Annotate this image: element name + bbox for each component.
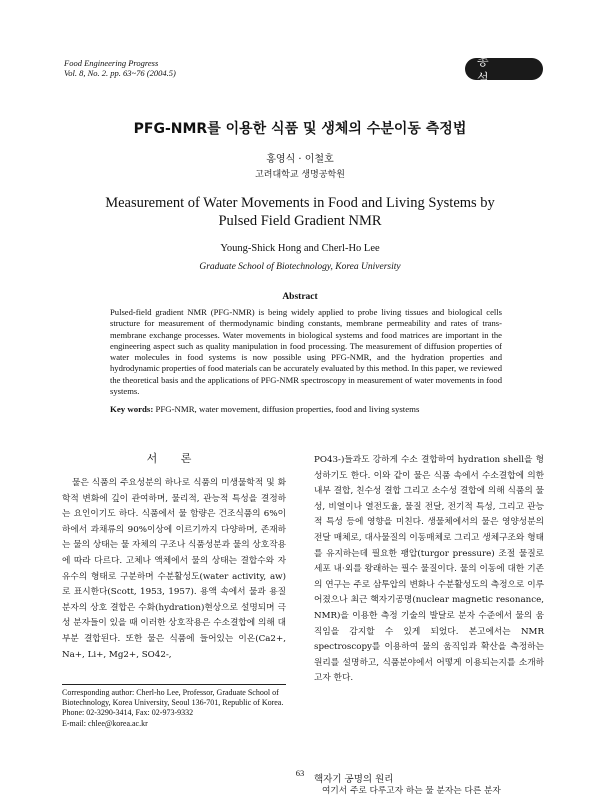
journal-name: Food Engineering Progress — [64, 58, 159, 68]
english-authors: Young-Shick Hong and Cherl-Ho Lee — [220, 243, 380, 254]
korean-title: PFG-NMR를 이용한 식품 및 생체의 수분이동 측정법 — [133, 121, 467, 137]
footnote-email: E-mail: chlee@korea.ac.kr — [62, 718, 148, 728]
english-title-line1: Measurement of Water Movements in Food and Living Systems by — [105, 195, 495, 211]
introduction-paragraph-continued: PO43-)들과도 강하게 수소 결합하여 hydration shell을 형성하기도 한다. 이와 같이 물은 식품 속에서 수소결합에 의한 내부 결합, 친수성 결합 그리고 소수성 결합에 의해 식품의 물성, 비열이나 열전도율, 물질 전달, 전기적 특성, 그리고 관능적 특성 등에 영향을 미친다. 생물체에서의 물은 영양성분의 전달 매체로, 대사물질의 이동매체로 그리고 생체구조와 형태를 유지하는데 필요한 팽압(turgor pressure) 조절 물질로 세포 내·외를 왕래하는 필수 물질이다. 물의 이동에 대한 기존의 연구는 주로 삼투압의 변화나 수분활성도의 측정으로 이루어졌으나 최근 핵자기공명(nuclear magnetic resonance, NMR)을 이용한 측정 기술의 발달로 분자 수준에서 물의 움직임을 감지할 수 있게 되었다. 본고에서는 NMR spectroscopy를 이용하여 물의 움직임과 확산을 측정하는 원리를 설명하고, 식품분야에서 어떻게 이용되는지를 소개하고자 한다. — [314, 455, 544, 684]
footnote-divider — [62, 684, 286, 685]
keywords-list: PFG-NMR, water movement, diffusion properties, food and living systems — [155, 404, 420, 414]
journal-volume: Vol. 8, No. 2. pp. 63~76 (2004.5) — [64, 68, 176, 78]
footnote-phone: Phone: 02-3290-3414, Fax: 02-973-9332 — [62, 708, 194, 718]
abstract-heading: Abstract — [282, 292, 318, 302]
nmr-principle-paragraph: 여기서 주로 다루고자 하는 물 분자는 다른 분자 — [322, 786, 501, 796]
corresponding-author-footnote — [62, 688, 286, 729]
english-title-line2: Pulsed Field Gradient NMR — [218, 213, 382, 229]
footnote-author: Corresponding author: Cherl-ho Lee, Professor, Graduate School of Biotechnology, Korea University, Seoul 136-701, Republic of Korea. — [62, 688, 284, 708]
korean-affiliation: 고려대학교 생명공학원 — [255, 170, 345, 180]
keywords-label: Key words: — [110, 404, 154, 414]
introduction-paragraph: 물은 식품의 주요성분의 하나로 식품의 미생물학적 및 화학적 변화에 깊이 관여하며, 물리적, 관능적 특성을 결정하는 요인이기도 하다. 식품에서 물 함량은 건조식품의 6%이하에서 과채류의 90%이상에 이르기까지 다양하며, 존재하는 물의 상태는 물 자체의 구조나 식품성분과 물의 상호작용에 따라 다르다. 고체나 액체에서 물의 상태는 결합수와 자유수의 형태로 구분하며 수분활성도(water activity, aw)로 표시한다(Scott, 1953, 1957). 용액 속에서 물과 용질 분자의 상호 결합은 수화(hydration)현상으로 설명되며 극성 분자들이 있을 때 이러한 상호작용은 수소결합에 의해 대부분 결합된다. 또한 물은 식품에 들어있는 이온(Ca2+, Na+, Li+, Mg2+, SO42-, — [62, 478, 286, 660]
abstract-text: Pulsed-field gradient NMR (PFG-NMR) is being widely applied to probe living tissues and biological cells structure for measurement of thermodynamic binding constants, membrane permeability and rates of trans-membrane exchange processes. Water movements in biological systems and food matrices are important in the engineering aspect such as quality manipulation in food processing. The measurement of diffusion properties of water molecules in food systems is now possible using PFG-NMR, and the hydration properties and hydrodynamic properties of food materials can be accurately evaluated by this method. In this paper, we reviewed the theoretical basis and the applications of PFG-NMR spectroscopy in measurement of water movements in food systems. — [110, 307, 502, 397]
korean-authors: 홍영식 · 이철호 — [266, 154, 334, 165]
journal-citation — [64, 58, 176, 78]
section-heading-introduction: 서 론 — [146, 452, 202, 465]
article-type-badge: 총 설 — [465, 58, 543, 80]
page-number: 63 — [295, 768, 305, 778]
english-affiliation: Graduate School of Biotechnology, Korea University — [199, 262, 401, 272]
english-title — [0, 194, 600, 230]
right-column — [314, 453, 544, 687]
left-column — [62, 476, 286, 663]
keywords — [110, 404, 530, 414]
subsection-heading-nmr-principle: 핵자기 공명의 원리 — [314, 774, 394, 785]
